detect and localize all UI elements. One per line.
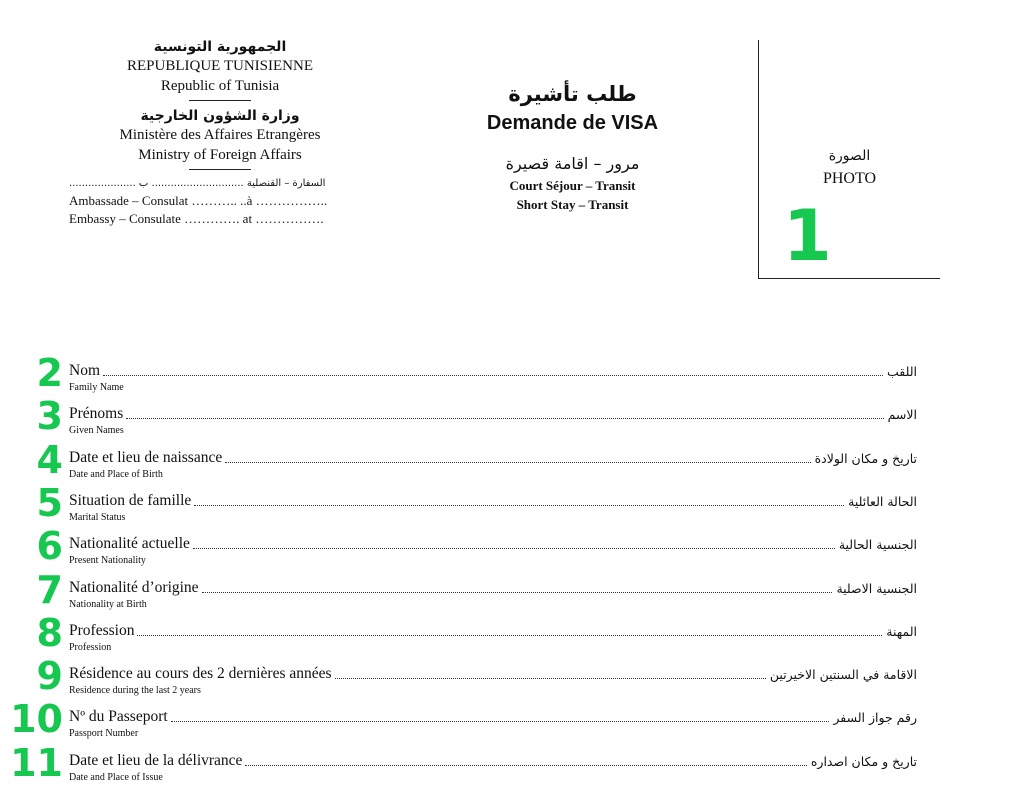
form-field-row [0, 697, 1013, 751]
form-field-row [0, 740, 1013, 795]
field-label-ar: تاريخ و مكان اصداره [810, 753, 917, 769]
annotation-marker: 10 [10, 697, 63, 742]
field-label-en: Profession [69, 641, 112, 653]
form-field-row [0, 654, 1013, 708]
field-input-line[interactable] [202, 592, 832, 593]
field-label: Nº du Passeport [69, 708, 168, 726]
ministry-name-en: Ministry of Foreign Affairs [138, 147, 302, 163]
field-label: Nom [69, 362, 100, 379]
annotation-marker: 9 [36, 654, 63, 699]
field-label: Date et lieu de naissance [69, 448, 223, 466]
annotation-marker: 4 [36, 437, 63, 482]
annotation-marker: 5 [36, 480, 63, 525]
form-field-row [0, 437, 1013, 492]
form-field-row [0, 524, 1013, 578]
field-label: Prénoms [69, 405, 124, 423]
field-label-en: Residence during the last 2 years [69, 685, 201, 697]
annotation-marker: 6 [36, 524, 63, 569]
field-label-en: Date and Place of Issue [69, 771, 163, 783]
embassy-line-ar: السفارة – القنصلية ............................. ب ..................... [69, 178, 326, 189]
form-title-ar: طلب تأشيرة [508, 82, 637, 106]
field-input-line[interactable] [245, 765, 807, 766]
field-label-en: Given Names [69, 425, 124, 437]
divider [189, 100, 251, 101]
form-subtitle-en: Short Stay – Transit [516, 197, 629, 212]
form-field-row [0, 610, 1013, 665]
annotation-marker: 1 [783, 195, 832, 277]
annotation-marker: 3 [36, 394, 63, 439]
form-field-row [0, 567, 1013, 622]
ministry-name-fr: Ministère des Affaires Etrangères [119, 127, 321, 143]
divider [189, 169, 251, 170]
form-title: Demande de VISA [486, 112, 659, 134]
annotation-marker: 11 [10, 740, 63, 785]
field-input-line[interactable] [171, 721, 829, 722]
issuer-block [60, 38, 380, 228]
annotation-marker: 2 [36, 351, 63, 395]
form-field-row [0, 480, 1013, 535]
embassy-line-en: Embassy – Consulate …………. at ……………. [69, 211, 324, 226]
field-label: Résidence au cours des 2 dernières années [69, 665, 332, 683]
field-label-ar: الحالة العائلية [848, 493, 917, 509]
field-input-line[interactable] [103, 375, 883, 376]
field-label: Date et lieu de la délivrance [69, 751, 243, 769]
annotation-marker: 8 [36, 610, 63, 655]
field-label-en: Date and Place of Birth [69, 468, 163, 480]
field-label-ar: المهنة [886, 623, 917, 639]
field-label: Nationalité d’origine [69, 578, 199, 596]
field-input-line[interactable] [137, 635, 882, 636]
photo-box[interactable] [758, 40, 940, 279]
country-name-en: Republic of Tunisia [160, 78, 280, 94]
field-input-line[interactable] [193, 548, 835, 549]
form-field-row [0, 394, 1013, 448]
field-label-ar: رقم جواز السفر [833, 710, 917, 726]
annotation-marker: 7 [36, 567, 63, 612]
form-field-row [0, 351, 1013, 405]
field-label-ar: الاقامة في السنتين الاخيرتين [769, 667, 917, 683]
field-label: Situation de famille [69, 491, 192, 509]
field-label-en: Family Name [69, 382, 124, 393]
form-subtitle-ar: مرور – اقامة قصيرة [505, 154, 640, 173]
form-title-block [460, 80, 685, 214]
field-label-en: Present Nationality [69, 555, 146, 567]
field-input-line[interactable] [194, 505, 844, 506]
field-label-ar: الجنسية الحالية [838, 537, 917, 553]
field-label-ar: اللقب [886, 364, 917, 379]
field-label-ar: الجنسية الاصلية [836, 580, 917, 596]
photo-label: PHOTO [822, 170, 877, 187]
embassy-line-fr: Ambassade – Consulat ……….. ..à …………….. [69, 193, 328, 208]
field-input-line[interactable] [335, 678, 766, 679]
field-input-line[interactable] [225, 462, 811, 463]
field-label: Nationalité actuelle [69, 535, 190, 553]
ministry-name-ar: وزارة الشؤون الخارجية [140, 108, 300, 124]
form-subtitle-fr: Court Séjour – Transit [509, 178, 636, 193]
field-label-en: Marital Status [69, 511, 126, 523]
field-label-ar: تاريخ و مكان الولادة [814, 450, 917, 466]
country-name-fr: REPUBLIQUE TUNISIENNE [127, 58, 313, 74]
field-input-line[interactable] [126, 418, 884, 419]
field-label: Profession [69, 621, 135, 639]
field-label-ar: الاسم [887, 407, 917, 423]
photo-label-ar: الصورة [828, 148, 871, 164]
field-label-en: Passport Number [69, 728, 139, 740]
field-label-en: Nationality at Birth [69, 598, 147, 610]
country-name-ar: الجمهورية التونسية [153, 39, 287, 55]
